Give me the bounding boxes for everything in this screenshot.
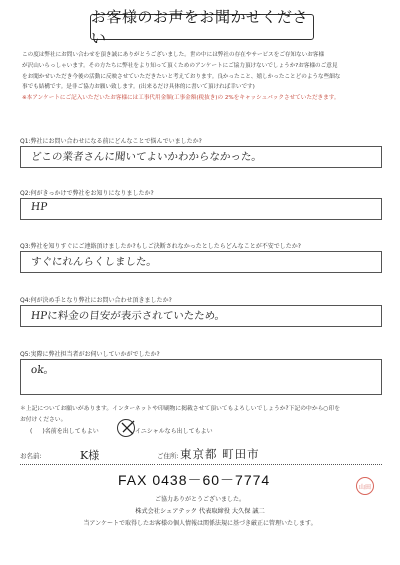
intro-text — [22, 50, 384, 104]
seal-stamp: 山田 — [356, 477, 374, 495]
option-name-choice[interactable]: ( )名前を出してもよい — [30, 428, 99, 435]
address-value[interactable]: 東京都 町田市 — [180, 447, 260, 461]
address-underline — [157, 464, 382, 465]
option-initial-choice[interactable] — [135, 426, 213, 435]
question-5-answer: ok。 — [30, 364, 55, 376]
page-title: お客様のお声をお聞かせください — [90, 14, 314, 40]
name-address-row — [20, 447, 382, 467]
option-name-label: 名前を出してもよい — [44, 428, 99, 435]
publish-request-line: ＊上記についてお願いがあります。インターネットや印刷物に掲載させて頂いてもよろしいでしょうか?下記の中から○印を — [20, 406, 341, 412]
name-label: お名前: — [20, 452, 42, 460]
question-1-label: Q1:弊社にお問い合わせになる前にどんなことで悩んでいましたか? — [20, 138, 202, 145]
cashback-note: ※本アンケートにご記入いただいたお客様には工事代用金額(工事金額(税抜き)の 2%をキャッシュバックさせていただきます。 — [22, 95, 340, 102]
company-name: 株式会社シェアテック 代表取締役 大久保 誠二 — [135, 508, 265, 515]
question-4-answer-box[interactable] — [20, 305, 382, 327]
thanks-text: ご協力ありがとうございました。 — [154, 496, 245, 503]
publish-request — [20, 404, 380, 426]
name-value[interactable]: K様 — [80, 449, 100, 462]
question-3-answer: すぐにれんらくしました。 — [30, 256, 158, 268]
question-3-answer-box[interactable] — [20, 251, 382, 273]
intro-line: をお聞かせいただき今後の活動に反映させていただきたいと考えております。良かったこと、嬉しかったことどのような些細な — [22, 73, 341, 80]
question-2-answer: HP — [30, 201, 48, 213]
option-initial-label: イニシャルなら出してもよい — [135, 428, 213, 435]
publish-request-line: お付けください。 — [20, 417, 67, 423]
question-4-answer: HPに料金の目安が表示されていたため。 — [30, 310, 226, 322]
intro-line: この度は弊社にお問い合わせを頂き誠にありがとうございました。世の中には弊社の存在やサービスをご存知ないお客様 — [22, 52, 325, 58]
privacy-note: 当アンケートで取得したお客様の個人情報は関係法規に基づき厳正に管理いたします。 — [83, 520, 317, 527]
question-3-label: Q3:弊社を知りすぐにご連絡頂けましたか?もしご決断されなかったとしたらどんなことが不安でしたか? — [20, 243, 301, 250]
name-underline — [20, 464, 155, 465]
question-1-answer: どこの業者さんに聞いてよいかわからなかった。 — [30, 151, 263, 163]
intro-line: 事でも結構です。是非ご協力お願い致します。(出来るだけ具体的に書いて頂ければ幸いです) — [22, 84, 255, 91]
initial-selected-mark — [117, 419, 135, 437]
question-2-answer-box[interactable] — [20, 198, 382, 220]
intro-line: が沢山いらっしゃいます。その方たちに弊社をより知って頂くためのアンケートにご協力頂けないでしょうか?お客様のご意見 — [22, 62, 338, 69]
fax-number: FAX 0438－60－7774 — [118, 472, 271, 488]
question-1-answer-box[interactable] — [20, 146, 382, 168]
address-label: ご住所: — [157, 452, 179, 460]
question-2-label: Q2:何がきっかけで弊社をお知りになりましたか? — [20, 190, 154, 197]
question-5-label: Q5:実際に弊社担当者がお伺いしていかがでしたか? — [20, 351, 160, 358]
question-4-label: Q4:何が決め手となり弊社にお問い合わせ頂きましたか? — [20, 297, 172, 304]
question-5-answer-box[interactable] — [20, 359, 382, 395]
